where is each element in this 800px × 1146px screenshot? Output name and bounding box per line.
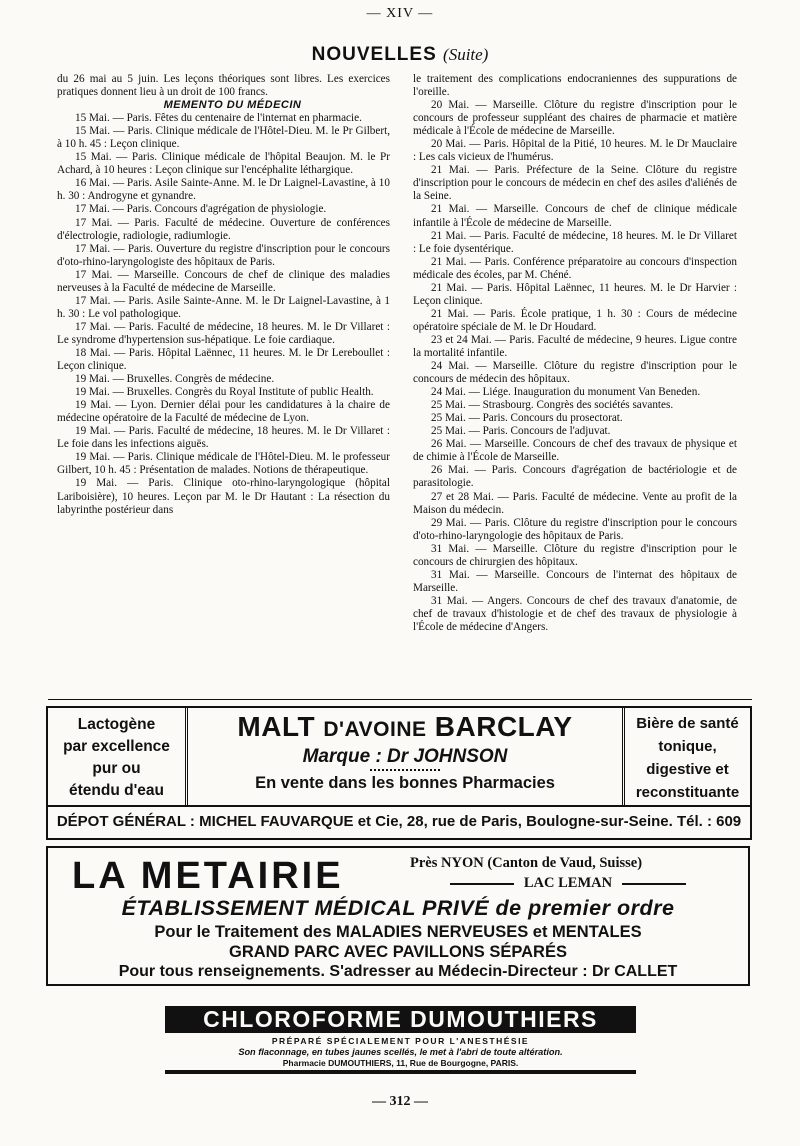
ad-barclay-marque: Marque : Dr JOHNSON	[302, 746, 508, 767]
ad-metairie-renseignements: Pour tous renseignements. S'adresser au Médecin-Directeur : Dr CALLET	[118, 963, 678, 980]
ad-metairie-parc: GRAND PARC AVEC PAVILLONS SÉPARÉS	[229, 943, 567, 961]
right-entries	[413, 99, 737, 634]
ad-metairie-name: LA METAIRIE	[72, 855, 344, 897]
memento-entry: 31 Mai. — Marseille. Concours de l'internat des hôpitaux de Marseille.	[413, 568, 737, 594]
ad-barclay-malt: MALT	[237, 711, 316, 742]
memento-entry: 25 Mai. — Strasbourg. Congrès des sociétés savantes.	[431, 399, 674, 412]
memento-entry: 21 Mai. — Paris. Conférence préparatoire au concours d'inspection médicale des écoles, par M. Chéné.	[413, 255, 737, 281]
ad-malt-barclay	[46, 706, 752, 840]
memento-entry: 15 Mai. — Paris. Fêtes du centenaire de l'internat en pharmacie.	[75, 112, 362, 125]
ad-barclay-right-line: tonique,	[658, 738, 717, 755]
memento-entry: 15 Mai. — Paris. Clinique médicale de l'Hôtel-Dieu. M. le Pr Gilbert, à 10 h. 45 : Leçon clinique.	[57, 125, 390, 151]
memento-entry: 29 Mai. — Paris. Clôture du registre d'inscription pour le concours d'oto-rhino-laryngologie des hôpitaux de Paris.	[413, 516, 737, 542]
memento-entry: 20 Mai. — Paris. Hôpital de la Pitié, 10 heures. M. le Dr Mauclaire : Les cals vicieux de l'humérus.	[413, 138, 737, 164]
ad-barclay-left-line: pur ou	[92, 760, 141, 777]
left-entries	[57, 112, 390, 516]
memento-entry: 19 Mai. — Bruxelles. Congrès du Royal Institute of public Health.	[75, 386, 374, 399]
memento-entry: 17 Mai. — Paris. Concours d'agrégation de physiologie.	[75, 203, 327, 216]
page-roman-numeral: — XIV —	[366, 6, 434, 21]
page-number: — 312 —	[372, 1094, 428, 1109]
memento-entry: 15 Mai. — Paris. Clinique médicale de l'hôpital Beaujon. M. le Pr Achard, à 10 heures : Leçon clinique sur l'encéphalite léthargique.	[57, 151, 390, 177]
memento-entry: 19 Mai. — Bruxelles. Congrès de médecine.	[75, 373, 275, 386]
ad-chloroforme-flaconnage: Son flaconnage, en tubes jaunes scellés, le met à l'abri de toute altération.	[238, 1047, 563, 1057]
memento-entry: 25 Mai. — Paris. Concours de l'adjuvat.	[431, 425, 611, 438]
memento-entry: 26 Mai. — Marseille. Concours de chef des travaux de physique et de chimie à l'École de Marseille.	[413, 438, 737, 464]
memento-entry: 17 Mai. — Paris. Faculté de médecine, 18 heures. M. le Dr Villaret : Le syndrome d'hypertension sus-hépatique. Le foie cardiaque.	[57, 320, 390, 346]
right-column	[413, 73, 737, 634]
ad-chloroforme	[165, 1006, 636, 1074]
ad-barclay-right-line: digestive et	[646, 761, 729, 778]
ad-barclay-right	[625, 708, 750, 805]
ad-chloroforme-pharmacie: Pharmacie DUMOUTHIERS, 11, Rue de Bourgogne, PARIS.	[282, 1058, 519, 1068]
ad-barclay-depot: DÉPOT GÉNÉRAL : MICHEL FAUVARQUE et Cie, 28, rue de Paris, Boulogne-sur-Seine. Tél. : 609	[48, 805, 750, 838]
memento-entry: 19 Mai. — Lyon. Dernier délai pour les candidatures à la chaire de médecine opératoire de la Faculté de médecine de Lyon.	[57, 399, 390, 425]
memento-entry: 18 Mai. — Paris. Hôpital Laënnec, 11 heures. M. le Dr Lereboullet : Leçon clinique.	[57, 346, 390, 373]
memento-entry: 26 Mai. — Paris. Concours d'agrégation de bactériologie et de parasitologie.	[413, 464, 737, 490]
memento-entry: 31 Mai. — Marseille. Clôture du registre d'inscription pour le concours de chirurgien des hôpitaux.	[413, 542, 737, 568]
memento-entry: 24 Mai. — Marseille. Clôture du registre d'inscription pour le concours de médecin des hôpitaux.	[413, 360, 737, 386]
memento-entry: 17 Mai. — Paris. Faculté de médecine. Ouverture de conférences d'électrologie, radiologie, radiumlogie.	[57, 216, 390, 242]
ad-barclay-left-line: étendu d'eau	[69, 782, 164, 799]
memento-entry: 17 Mai. — Paris. Asile Sainte-Anne. M. le Dr Laignel-Lavastine, à 1 h. 30 : Le vol pathologique.	[57, 294, 390, 320]
memento-entry: 21 Mai. — Paris. École pratique, 1 h. 30 : Cours de médecine opératoire spéciale de M. le Dr Houdard.	[413, 307, 737, 333]
ad-barclay-right-line: reconstituante	[635, 784, 740, 801]
ad-metairie-traitement: Pour le Traitement des MALADIES NERVEUSES et MENTALES	[154, 923, 642, 941]
ad-la-metairie	[46, 846, 750, 986]
left-column	[57, 73, 390, 517]
ad-barclay-vente: En vente dans les bonnes Pharmacies	[255, 774, 555, 792]
ad-chloroforme-prepare: PRÉPARÉ SPÉCIALEMENT POUR L'ANESTHÉSIE	[271, 1036, 530, 1046]
ad-barclay-left-line: Lactogène	[77, 716, 156, 733]
ornament-divider	[370, 769, 440, 771]
intro-paragraph: du 26 mai au 5 juin. Les leçons théoriques sont libres. Les exercices pratiques donnent lieu à un droit de 100 francs.	[57, 73, 390, 99]
memento-entry: 23 et 24 Mai. — Paris. Faculté de médecine, 9 heures. Ligue contre la mortalité infantile.	[413, 333, 737, 359]
ad-barclay-right-line: Bière de santé	[636, 715, 739, 732]
memento-entry: 17 Mai. — Marseille. Concours de chef de clinique des maladies nerveuses à la Faculté de médecine de Marseille.	[57, 268, 390, 294]
memento-entry: 19 Mai. — Paris. Faculté de médecine, 18 heures. M. le Dr Villaret : Le foie dans les infections aiguës.	[57, 425, 390, 451]
ad-barclay-left-line: par excellence	[63, 738, 170, 755]
ad-barclay-left	[48, 708, 188, 805]
memento-entry: 19 Mai. — Paris. Clinique oto-rhino-laryngologique (hôpital Lariboisière), 10 heures. Leçon par M. le Dr Hautant : La résection du labyrinthe postérieur dans	[57, 477, 390, 516]
divider-rule	[48, 699, 752, 700]
memento-entry: 19 Mai. — Paris. Clinique médicale de l'Hôtel-Dieu. M. le professeur Gilbert, 10 h. 45 : Présentation de malades. Notions de thérapeutique.	[57, 451, 390, 477]
ad-metairie-etablissement: ÉTABLISSEMENT MÉDICAL PRIVÉ de premier ordre	[121, 896, 675, 920]
section-title	[0, 44, 800, 66]
ad-barclay-center	[188, 708, 625, 805]
ad-barclay-headline	[188, 711, 622, 746]
memento-entry: 21 Mai. — Paris. Hôpital Laënnec, 11 heures. M. le Dr Harvier : Leçon clinique.	[413, 281, 737, 307]
section-title-suite: (Suite)	[443, 45, 489, 64]
memento-entry: 25 Mai. — Paris. Concours du prosectorat.	[431, 412, 623, 425]
memento-heading: MEMENTO DU MÉDECIN	[163, 99, 302, 112]
ad-chloroforme-name: CHLOROFORME DUMOUTHIERS	[165, 1006, 636, 1033]
memento-entry: 17 Mai. — Paris. Ouverture du registre d'inscription pour le concours d'oto-rhino-laryngologiste des hôpitaux de Paris.	[57, 242, 390, 268]
section-title-text: NOUVELLES	[311, 44, 437, 65]
ad-barclay-brand: BARCLAY	[434, 711, 573, 742]
continuation-paragraph: le traitement des complications endocraniennes des suppurations de l'oreille.	[413, 73, 737, 99]
memento-entry: 16 Mai. — Paris. Asile Sainte-Anne. M. le Dr Laignel-Lavastine, à 10 h. 30 : Androgyne et gynandre.	[57, 177, 390, 203]
memento-entry: 31 Mai. — Angers. Concours de chef des travaux d'anatomie, de chef de travaux d'histologie et de chef des travaux de physiologie à l'École de médecine d'Angers.	[413, 594, 737, 633]
memento-entry: 27 et 28 Mai. — Paris. Faculté de médecine. Vente au profit de la Maison du médecin.	[413, 490, 737, 516]
memento-entry: 21 Mai. — Marseille. Concours de chef de clinique médicale infantile à l'École de médecine de Marseille.	[413, 203, 737, 229]
ad-barclay-davoine: D'AVOINE	[323, 718, 427, 741]
ad-metairie-location: Près NYON (Canton de Vaud, Suisse)	[410, 855, 643, 871]
memento-entry: 21 Mai. — Paris. Préfecture de la Seine. Clôture du registre d'inscription pour le concours de médecin en chef des asiles d'aliénés de la Seine.	[413, 164, 737, 203]
memento-entry: 21 Mai. — Paris. Faculté de médecine, 18 heures. M. le Dr Villaret : Le foie dysentérique.	[413, 229, 737, 255]
memento-entry: 20 Mai. — Marseille. Clôture du registre d'inscription pour le concours de professeur suppléant des chaires de pharmacie et matière médicale à l'École de médecine de Marseille.	[413, 99, 737, 138]
ad-metairie-lac: LAC LEMAN	[406, 875, 730, 892]
memento-entry: 24 Mai. — Liége. Inauguration du monument Van Beneden.	[431, 386, 701, 399]
